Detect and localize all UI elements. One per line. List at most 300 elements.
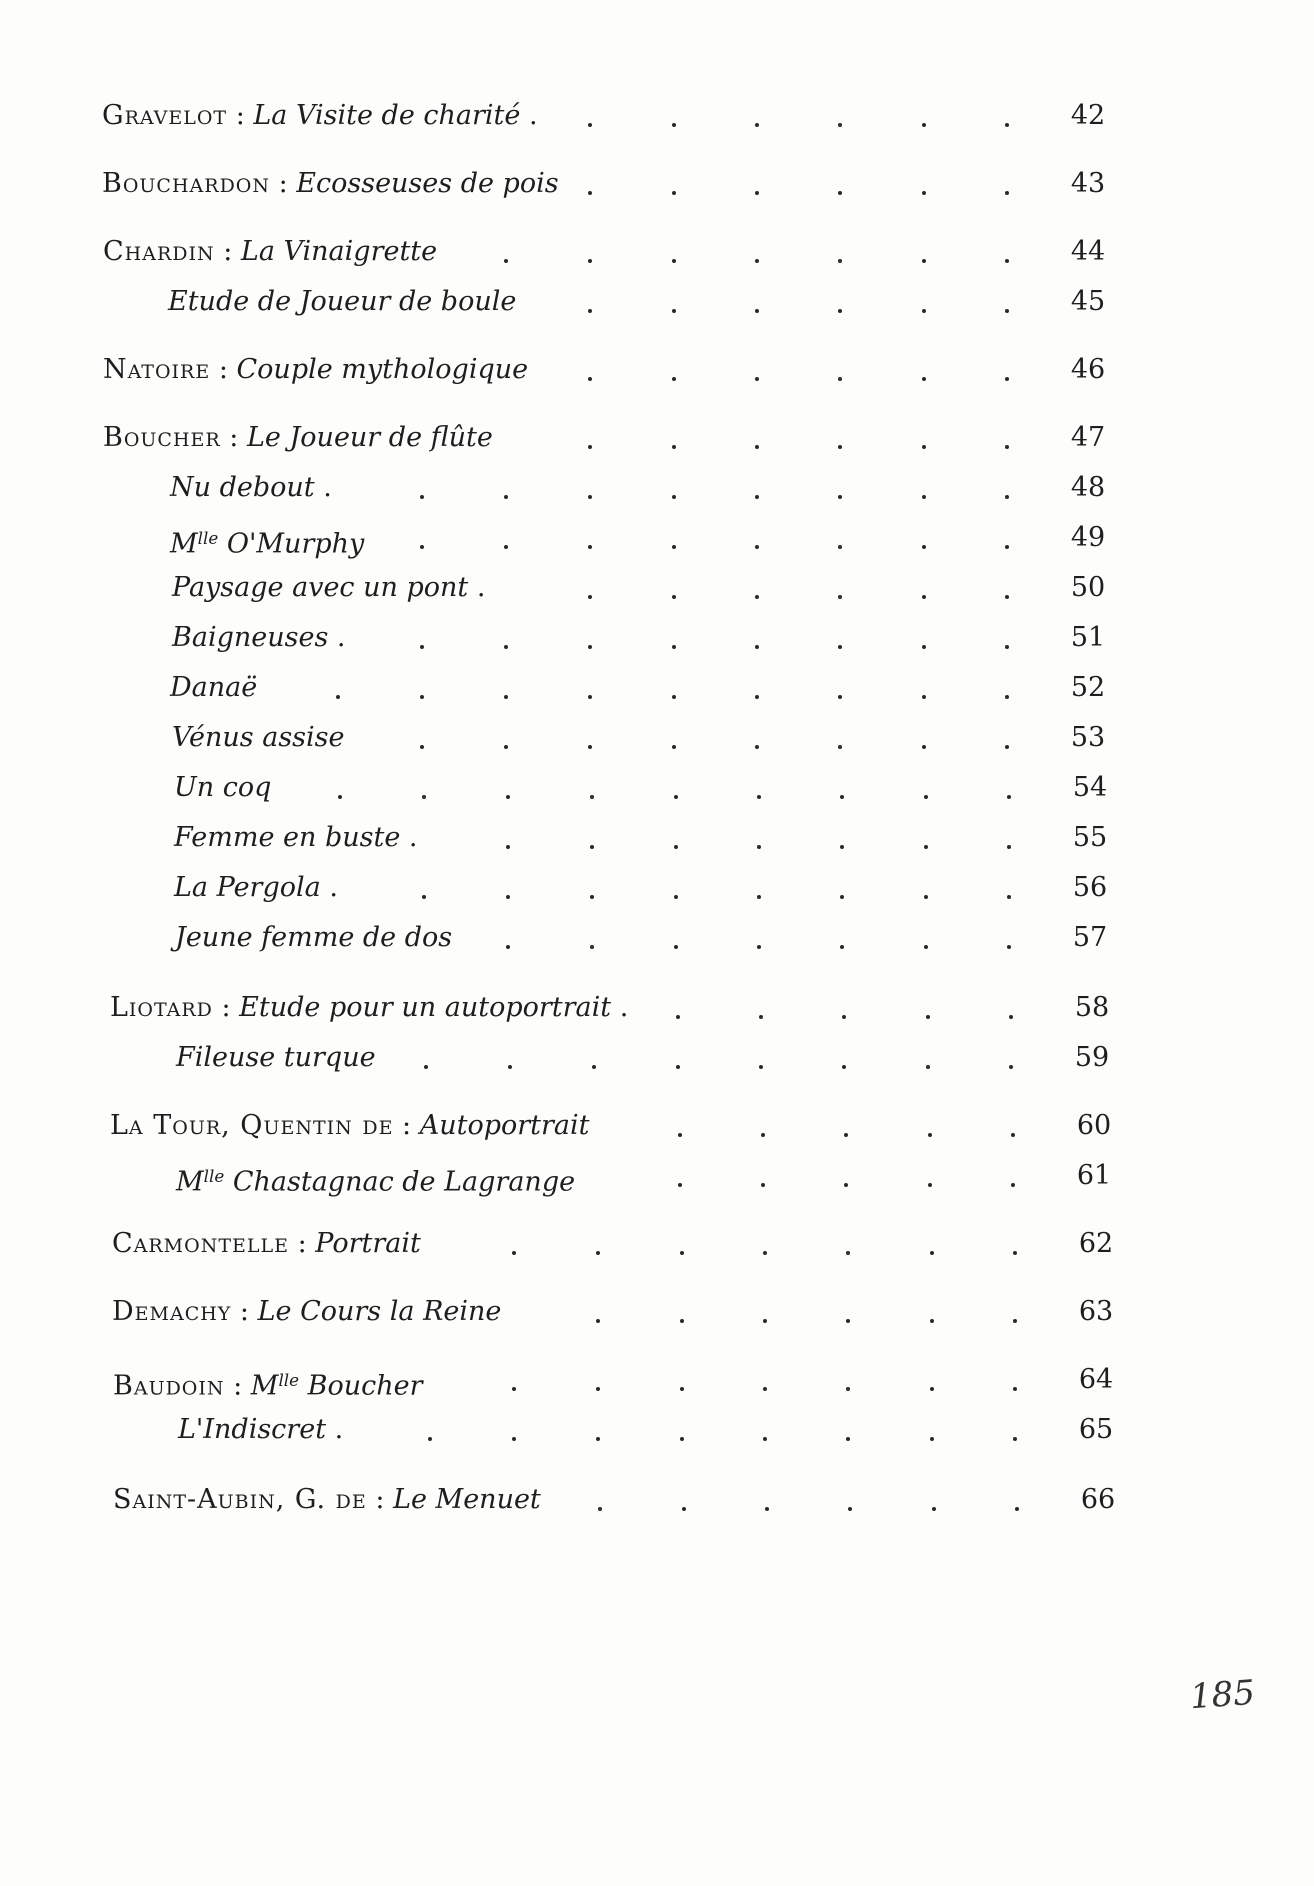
entry-label [178,1410,343,1450]
leader-dot [424,1065,428,1069]
leader-dot [1011,1133,1015,1137]
entry-artist: Natoire [103,354,211,385]
leader-dot [924,845,928,849]
toc-entry [0,164,1314,204]
leader-dot [678,1133,682,1137]
entry-title-rest: Boucher [299,1370,423,1402]
leader-dot [842,1015,846,1019]
entry-label [110,988,628,1028]
entry-trailing-dot: . [314,472,332,503]
leader-dot [672,595,676,599]
leader-dot [588,595,592,599]
leader-dot [930,1387,934,1391]
entry-separator: : [393,1110,420,1141]
leader-dot [512,1387,516,1391]
leader-dot [926,1015,930,1019]
leader-dot [596,1387,600,1391]
leader-dot [596,1251,600,1255]
leader-dot [1005,445,1009,449]
leader-dot [504,645,508,649]
entry-title: Danaë [170,672,258,703]
entry-label [102,96,538,136]
leader-dot [590,895,594,899]
leader-dot [755,595,759,599]
leader-dot [1013,1319,1017,1323]
leader-dot [846,1319,850,1323]
entry-title: La Visite de charité [253,100,521,131]
entry-title: Nu debout [170,472,315,503]
leader-dot [763,1319,767,1323]
leader-dot [672,745,676,749]
leader-dot [926,1065,930,1069]
entry-page-number: 62 [1078,1228,1114,1259]
leader-dot [1005,309,1009,313]
page-folio: 185 [1188,1672,1257,1718]
entry-label [112,1292,501,1332]
leader-dot [763,1387,767,1391]
toc-entry [0,1156,1314,1196]
leader-dot [512,1437,516,1441]
entry-page-number: 65 [1078,1414,1114,1445]
entry-title: Fileuse turque [176,1042,376,1073]
leader-dot [838,259,842,263]
leader-dot [596,1437,600,1441]
leader-dot [588,377,592,381]
leader-dot [674,895,678,899]
toc-entry [0,282,1314,322]
leader-dot [420,495,424,499]
leader-dot [838,191,842,195]
entry-title: Le Cours la Reine [257,1296,502,1327]
entry-title-superscript: lle [278,1370,300,1390]
leader-dot [1015,1507,1019,1511]
entry-title: Ecosseuses de pois [296,168,559,199]
leader-dot [765,1507,769,1511]
leader-dot [678,1183,682,1187]
entry-label [103,232,437,272]
toc-entry [0,1480,1314,1520]
entry-title: La Pergola [174,872,321,903]
leader-dot [928,1133,932,1137]
entry-separator: : [227,100,254,131]
entry-artist: La Tour, Quentin de [110,1110,394,1141]
entry-label [174,768,271,808]
entry-page-number: 64 [1078,1364,1114,1395]
leader-dot [672,695,676,699]
entry-page-number: 52 [1070,672,1106,703]
leader-dot [588,123,592,127]
leader-dot [504,745,508,749]
leader-dot [680,1251,684,1255]
leader-dot [755,745,759,749]
leader-dot [1009,1015,1013,1019]
leader-dot [420,545,424,549]
leader-dot [1013,1251,1017,1255]
entry-separator: : [270,168,297,199]
entry-title: Un coq [174,772,272,803]
leader-dot [588,495,592,499]
entry-page-number: 47 [1070,422,1106,453]
toc-entry [0,818,1314,858]
leader-dot [422,895,426,899]
leader-dot [588,259,592,263]
toc-entry [0,1106,1314,1146]
entry-page-number: 46 [1070,354,1106,385]
leader-dot [924,795,928,799]
entry-title: La Vinaigrette [240,236,438,267]
leader-dot [922,445,926,449]
leader-dot [674,845,678,849]
leader-dot [1005,595,1009,599]
leader-dot [759,1065,763,1069]
entry-separator: : [220,422,247,453]
leader-dot [932,1507,936,1511]
entry-page-number: 57 [1072,922,1108,953]
leader-dot [1007,895,1011,899]
entry-artist: Demachy [112,1296,232,1327]
leader-dot [761,1183,765,1187]
entry-label [110,1106,589,1146]
leader-dot [588,191,592,195]
entry-trailing-dot: . [400,822,418,853]
leader-dot [1009,1065,1013,1069]
entry-page-number: 66 [1080,1484,1116,1515]
entry-label [112,1224,421,1264]
leader-dot [428,1437,432,1441]
leader-dot [838,495,842,499]
leader-dot [1005,377,1009,381]
entry-artist: Boucher [103,422,221,453]
entry-label [113,1480,541,1520]
entry-label [113,1360,423,1406]
entry-separator: : [212,992,240,1023]
toc-entry [0,618,1314,658]
leader-dot [596,1319,600,1323]
leader-dot [588,445,592,449]
entry-page-number: 54 [1072,772,1108,803]
leader-dot [844,1183,848,1187]
leader-dot [922,259,926,263]
entry-artist: Liotard [110,992,213,1023]
leader-dot [674,795,678,799]
entry-title-rest: Chastagnac de Lagrange [224,1166,576,1198]
leader-dot [922,645,926,649]
toc-entry [0,418,1314,458]
leader-dot [338,795,342,799]
toc-entry [0,1360,1314,1400]
leader-dot [838,445,842,449]
leader-dot [672,377,676,381]
entry-title: Autoportrait [419,1110,590,1141]
entry-title-superscript: lle [197,528,219,548]
leader-dot [763,1437,767,1441]
entry-trailing-dot: . [468,572,486,603]
toc-entry [0,1038,1314,1078]
leader-dot [922,545,926,549]
leader-dot [842,1065,846,1069]
leader-dot [420,695,424,699]
leader-dot [1005,259,1009,263]
leader-dot [846,1387,850,1391]
leader-dot [680,1387,684,1391]
leader-dot [420,645,424,649]
toc-entry [0,96,1314,136]
leader-dot [838,309,842,313]
entry-page-number: 56 [1072,872,1108,903]
leader-dot [838,745,842,749]
entry-title: Etude de Joueur de boule [168,286,517,317]
leader-dot [676,1065,680,1069]
toc-entry [0,350,1314,390]
leader-dot [922,377,926,381]
leader-dot [1007,795,1011,799]
toc-entry [0,718,1314,758]
leader-dot [763,1251,767,1255]
entry-page-number: 61 [1076,1160,1112,1191]
entry-label [168,282,516,322]
leader-dot [848,1507,852,1511]
leader-dot [672,259,676,263]
leader-dot [504,259,508,263]
leader-dot [590,945,594,949]
leader-dot [672,309,676,313]
entry-title: M [250,1370,279,1402]
entry-separator: : [366,1484,394,1515]
leader-dot [757,845,761,849]
leader-dot [922,595,926,599]
entry-separator: : [231,1296,258,1327]
leader-dot [1013,1437,1017,1441]
entry-trailing-dot: . [520,100,538,131]
leader-dot [755,123,759,127]
entry-trailing-dot: . [326,1414,344,1445]
leader-dot [755,309,759,313]
leader-dot [598,1507,602,1511]
entry-artist: Carmontelle [112,1228,289,1259]
entry-label [175,918,452,958]
toc-entry [0,918,1314,958]
entry-separator: : [214,236,241,267]
toc-entry [0,988,1314,1028]
leader-dot [755,259,759,263]
entry-label [174,868,338,908]
entry-page-number: 50 [1070,572,1106,603]
leader-dot [588,695,592,699]
leader-dot [1005,695,1009,699]
entry-separator: : [210,354,237,385]
leader-dot [336,695,340,699]
leader-dot [590,795,594,799]
leader-dot [506,795,510,799]
leader-dot [592,1065,596,1069]
leader-dot [588,745,592,749]
entry-label [172,718,345,758]
toc-entry [0,568,1314,608]
leader-dot [761,1133,765,1137]
leader-dot [504,545,508,549]
entry-page-number: 48 [1070,472,1106,503]
leader-dot [922,695,926,699]
toc-entry [0,232,1314,272]
entry-title: L'Indiscret [178,1414,327,1445]
leader-dot [506,945,510,949]
leader-dot [755,695,759,699]
entry-label [102,164,559,204]
leader-dot [672,123,676,127]
entry-title: Paysage avec un pont [172,572,469,603]
leader-dot [1005,545,1009,549]
leader-dot [512,1251,516,1255]
entry-page-number: 60 [1076,1110,1112,1141]
leader-dot [672,495,676,499]
leader-dot [930,1319,934,1323]
entry-title: M [176,1166,204,1198]
leader-dot [922,745,926,749]
toc-entry [0,518,1314,558]
entry-trailing-dot: . [611,992,629,1023]
leader-dot [1005,123,1009,127]
leader-dot [588,309,592,313]
leader-dot [680,1437,684,1441]
entry-title: M [170,528,198,560]
leader-dot [506,845,510,849]
leader-dot [508,1065,512,1069]
entry-separator: : [289,1228,316,1259]
leader-dot [672,645,676,649]
entry-artist: Baudoin [113,1370,225,1402]
leader-dot [757,895,761,899]
entry-page-number: 63 [1078,1296,1114,1327]
entry-label [172,618,345,658]
entry-title: Jeune femme de dos [175,922,453,953]
entry-label [172,568,485,608]
entry-page-number: 53 [1070,722,1106,753]
leader-dot [930,1437,934,1441]
entry-page-number: 59 [1074,1042,1110,1073]
leader-dot [1013,1387,1017,1391]
leader-dot [838,645,842,649]
leader-dot [1005,495,1009,499]
leader-dot [922,495,926,499]
entry-page-number: 42 [1070,100,1106,131]
leader-dot [928,1183,932,1187]
leader-dot [755,645,759,649]
entry-page-number: 45 [1070,286,1106,317]
entry-page-number: 43 [1070,168,1106,199]
leader-dot [504,695,508,699]
toc-entry [0,468,1314,508]
leader-dot [755,445,759,449]
entry-label [103,350,528,390]
entry-title-superscript: lle [203,1166,225,1186]
leader-dot [672,545,676,549]
entry-page-number: 51 [1070,622,1106,653]
leader-dot [922,309,926,313]
entry-label [170,668,257,708]
leader-dot [755,545,759,549]
leader-dot [922,191,926,195]
toc-entry [0,868,1314,908]
leader-dot [588,545,592,549]
toc-entry [0,1224,1314,1264]
leader-dot [838,595,842,599]
leader-dot [838,545,842,549]
entry-label [103,418,493,458]
entry-label [176,1038,376,1078]
leader-dot [757,795,761,799]
leader-dot [755,495,759,499]
entry-label [170,518,364,564]
leader-dot [838,695,842,699]
leader-dot [840,895,844,899]
leader-dot [840,945,844,949]
entry-title: Etude pour un autoportrait [239,992,612,1023]
entry-title-rest: O'Murphy [218,528,365,560]
leader-dot [504,495,508,499]
leader-dot [838,377,842,381]
entry-page-number: 49 [1070,522,1106,553]
entry-label [174,818,417,858]
leader-dot [1007,845,1011,849]
leader-dot [759,1015,763,1019]
leader-dot [1005,745,1009,749]
entry-label [170,468,332,508]
leader-dot [672,191,676,195]
leader-dot [757,945,761,949]
leader-dot [590,845,594,849]
leader-dot [924,895,928,899]
leader-dot [755,191,759,195]
entry-trailing-dot: . [320,872,338,903]
leader-dot [672,445,676,449]
entry-title: Couple mythologique [236,354,529,385]
leader-dot [755,377,759,381]
leader-dot [1007,945,1011,949]
leader-dot [674,945,678,949]
entry-page-number: 58 [1074,992,1110,1023]
leader-dot [924,945,928,949]
entry-artist: Saint-Aubin, G. de [113,1484,367,1515]
entry-title: Le Joueur de flûte [246,422,493,453]
leader-dot [1005,645,1009,649]
leader-dot [1011,1183,1015,1187]
entry-title: Vénus assise [172,722,345,753]
leader-dot [1005,191,1009,195]
leader-dot [930,1251,934,1255]
toc-entry [0,668,1314,708]
leader-dot [676,1015,680,1019]
entry-label [176,1156,575,1202]
leader-dot [840,845,844,849]
entry-page-number: 55 [1072,822,1108,853]
leader-dot [838,123,842,127]
entry-separator: : [224,1370,251,1402]
leader-dot [682,1507,686,1511]
toc-entry [0,1292,1314,1332]
entry-title: Portrait [315,1228,421,1259]
entry-page-number: 44 [1070,236,1106,267]
leader-dot [506,895,510,899]
entry-trailing-dot: . [328,622,346,653]
leader-dot [420,745,424,749]
leader-dot [840,795,844,799]
leader-dot [846,1251,850,1255]
entry-title: Femme en buste [174,822,401,853]
leader-dot [922,123,926,127]
toc-entry [0,768,1314,808]
leader-dot [846,1437,850,1441]
leader-dot [588,645,592,649]
